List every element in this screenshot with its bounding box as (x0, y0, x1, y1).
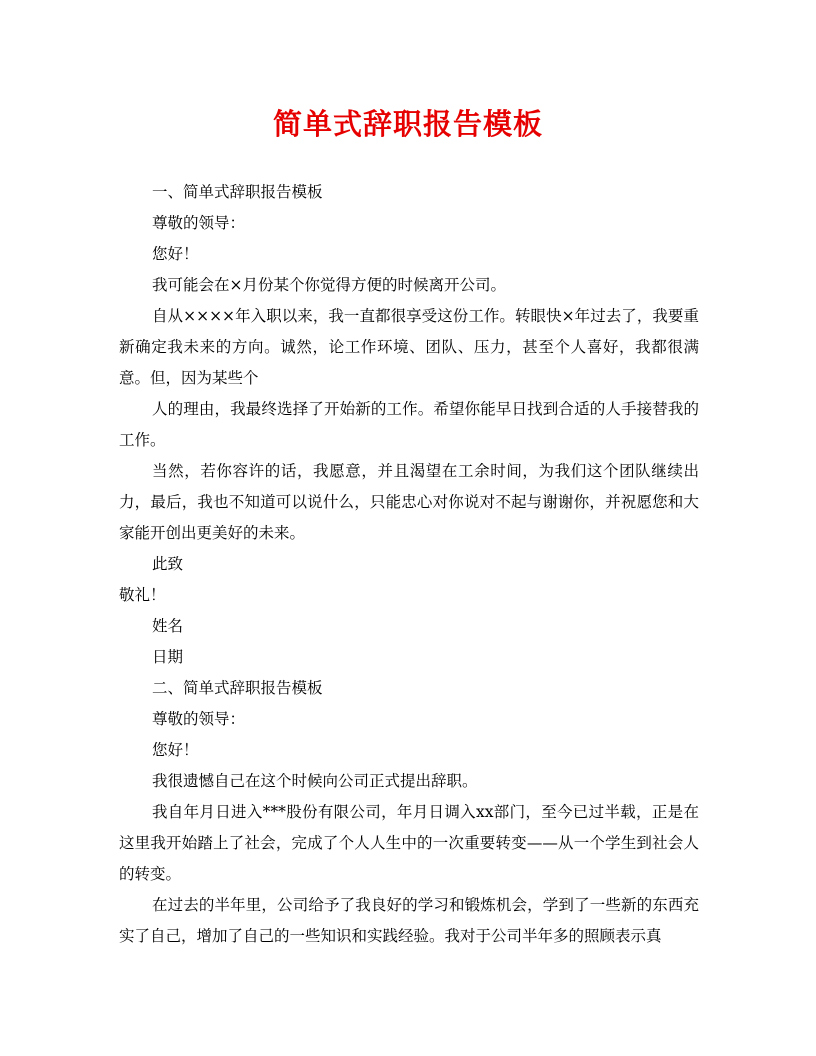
paragraph: 在过去的半年里，公司给予了我良好的学习和锻炼机会，学到了一些新的东西充实了自己，增加了自己的一些知识和实践经验。我对于公司半年多的照顾表示真 (119, 896, 699, 945)
paragraph: 日期 (152, 648, 184, 666)
paragraph: 自从××××年入职以来，我一直都很享受这份工作。转眼快×年过去了，我要重新确定我未来的方向。诚然，论工作环境、团队、压力，甚至个人喜好，我都很满意。但，因为某些个 (119, 307, 699, 387)
document-body (119, 177, 699, 952)
paragraph: 敬礼！ (119, 586, 166, 604)
paragraph: 我自年月日进入***股份有限公司，年月日调入xx部门，至今已过半载，正是在这里我开始踏上了社会，完成了个人人生中的一次重要转变——从一个学生到社会人的转变。 (119, 803, 699, 883)
paragraph: 二、简单式辞职报告模板 (152, 679, 323, 697)
paragraph: 我可能会在×月份某个你觉得方便的时候离开公司。 (152, 276, 506, 294)
paragraph: 我很遗憾自己在这个时候向公司正式提出辞职。 (152, 772, 478, 790)
paragraph: 姓名 (152, 617, 184, 635)
paragraph: 尊敬的领导： (152, 214, 246, 232)
paragraph: 您好！ (152, 245, 199, 263)
paragraph: 此致 (152, 555, 184, 573)
paragraph: 当然，若你容许的话，我愿意，并且渴望在工余时间，为我们这个团队继续出力，最后，我也不知道可以说什么，只能忠心对你说对不起与谢谢你，并祝愿您和大家能开创出更美好的未来。 (119, 462, 699, 542)
paragraph: 尊敬的领导： (152, 710, 246, 728)
paragraph: 您好！ (152, 741, 199, 759)
paragraph: 人的理由，我最终选择了开始新的工作。希望你能早日找到合适的人手接替我的工作。 (119, 400, 699, 449)
document-title: 简单式辞职报告模板 (272, 107, 543, 141)
paragraph: 一、简单式辞职报告模板 (152, 183, 323, 201)
